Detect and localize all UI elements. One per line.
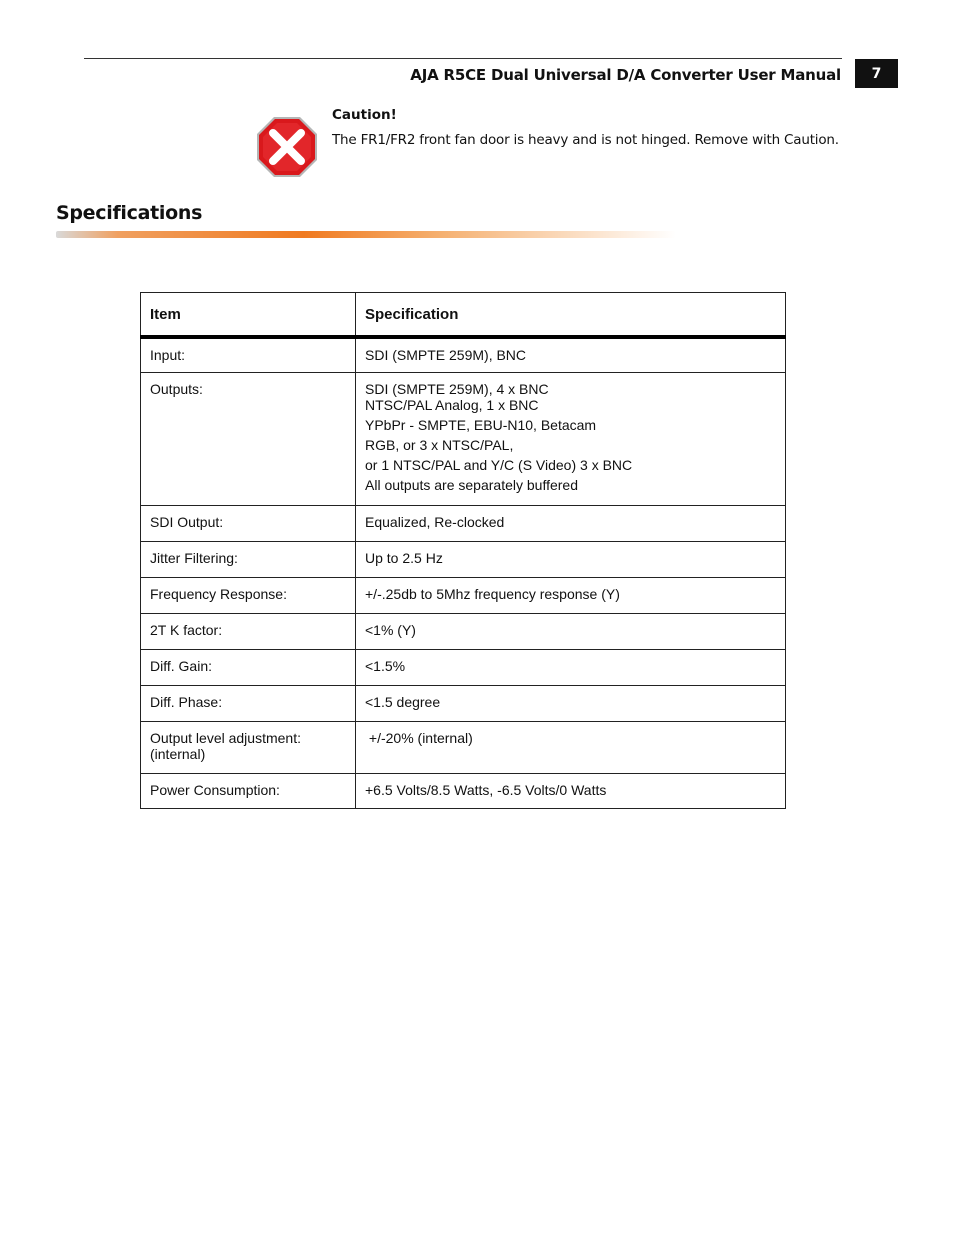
spec-line: +/-20% (internal) — [365, 729, 473, 746]
spec-line: <1.5 degree — [365, 693, 441, 710]
header-item: Item — [141, 293, 356, 338]
row-spec — [356, 721, 786, 773]
spec-line: NTSC/PAL Analog, 1 x BNC — [365, 396, 539, 413]
spec-line: All outputs are separately buffered — [365, 476, 578, 493]
row-spec — [356, 613, 786, 649]
stop-x-icon — [256, 116, 318, 178]
row-item: Output level adjustment: (internal) — [141, 721, 356, 773]
table-row — [141, 372, 786, 505]
row-spec — [356, 685, 786, 721]
table-row — [141, 577, 786, 613]
row-item: Input: — [141, 337, 356, 372]
section-underline — [56, 231, 676, 238]
row-item: Jitter Filtering: — [141, 541, 356, 577]
spec-line: +6.5 Volts/8.5 Watts, -6.5 Volts/0 Watts — [365, 781, 607, 798]
table-row — [141, 505, 786, 541]
row-item: Diff. Phase: — [141, 685, 356, 721]
document-title: AJA R5CE Dual Universal D/A Converter User Manual — [410, 66, 841, 84]
caution-text: The FR1/FR2 front fan door is heavy and is not hinged. Remove with Caution. — [332, 132, 839, 148]
row-spec — [356, 577, 786, 613]
table-row — [141, 541, 786, 577]
spec-line: SDI (SMPTE 259M), 4 x BNC — [365, 380, 549, 397]
row-spec — [356, 773, 786, 808]
row-item: Diff. Gain: — [141, 649, 356, 685]
table-row — [141, 773, 786, 808]
header-specification: Specification — [356, 293, 786, 338]
row-spec — [356, 541, 786, 577]
spec-line: +/-.25db to 5Mhz frequency response (Y) — [365, 585, 620, 602]
row-spec — [356, 505, 786, 541]
table-row — [141, 613, 786, 649]
row-item: Frequency Response: — [141, 577, 356, 613]
row-item: 2T K factor: — [141, 613, 356, 649]
spec-line: RGB, or 3 x NTSC/PAL, — [365, 436, 514, 453]
table-row — [141, 337, 786, 372]
spec-line: SDI (SMPTE 259M), BNC — [365, 347, 527, 363]
row-item: SDI Output: — [141, 505, 356, 541]
table-row — [141, 649, 786, 685]
header-rule — [84, 58, 842, 59]
spec-line: <1.5% — [365, 657, 406, 674]
page-number: 7 — [871, 65, 882, 82]
table-row — [141, 721, 786, 773]
spec-line: or 1 NTSC/PAL and Y/C (S Video) 3 x BNC — [365, 456, 633, 473]
spec-line: YPbPr - SMPTE, EBU-N10, Betacam — [365, 416, 597, 433]
row-spec — [356, 649, 786, 685]
spec-line: <1% (Y) — [365, 621, 416, 638]
table-header-row — [141, 293, 786, 338]
spec-line: Equalized, Re-clocked — [365, 513, 505, 530]
row-spec — [356, 337, 786, 372]
row-item: Power Consumption: — [141, 773, 356, 808]
caution-title: Caution! — [332, 107, 397, 123]
specifications-table — [140, 292, 786, 809]
spec-line: Up to 2.5 Hz — [365, 549, 443, 566]
section-title: Specifications — [56, 202, 203, 224]
table-row — [141, 685, 786, 721]
page-number-box — [855, 59, 898, 88]
row-item: Outputs: — [141, 372, 356, 505]
row-spec — [356, 372, 786, 505]
